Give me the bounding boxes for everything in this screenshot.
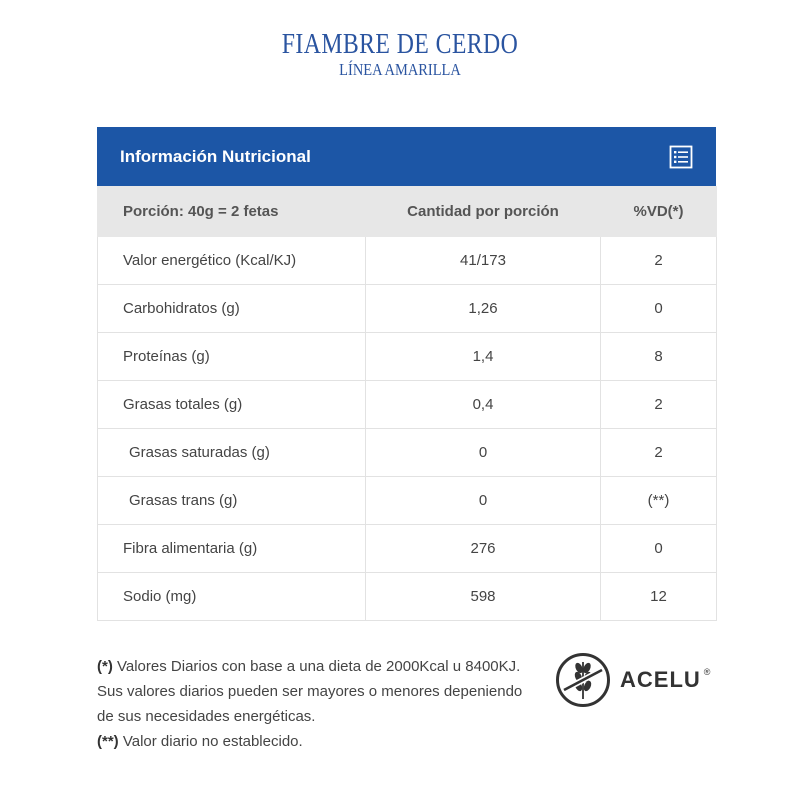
- table-row: [98, 477, 717, 525]
- row-label: Fibra alimentaria (g): [98, 525, 366, 573]
- row-amount: 276: [366, 525, 601, 573]
- row-label: Sodio (mg): [98, 573, 366, 621]
- row-label: Grasas totales (g): [98, 381, 366, 429]
- registered-mark: ®: [703, 667, 711, 677]
- row-vd: (**): [601, 477, 717, 525]
- row-vd: 0: [601, 525, 717, 573]
- table-header: [97, 127, 716, 186]
- table-header-title: Información Nutricional: [120, 146, 311, 166]
- gluten-free-wheat-icon: [555, 652, 611, 708]
- acelu-certification: [555, 652, 710, 708]
- table-row: [98, 525, 717, 573]
- row-vd: 2: [601, 429, 717, 477]
- table-row: [98, 237, 717, 285]
- table-row: [98, 285, 717, 333]
- acelu-label: ACELU: [620, 667, 701, 692]
- column-header-portion: Porción: 40g = 2 fetas: [98, 187, 366, 237]
- row-vd: 0: [601, 285, 717, 333]
- table-row: [98, 573, 717, 621]
- column-header-amount: Cantidad por porción: [366, 187, 601, 237]
- table-row: [98, 333, 717, 381]
- row-label: Grasas saturadas (g): [98, 429, 366, 477]
- nutrition-table: [97, 127, 716, 621]
- row-amount: 598: [366, 573, 601, 621]
- footnote-text: Valores Diarios con base a una dieta de 2000Kcal u 8400KJ. Sus valores diarios pueden ser mayores o menores depeniendo de sus necesidades energéticas.: [97, 658, 523, 725]
- footnote-not-established: [97, 729, 527, 754]
- table-row: [98, 429, 717, 477]
- footnote-text: Valor diario no establecido.: [118, 733, 303, 750]
- row-label: Valor energético (Kcal/KJ): [98, 237, 366, 285]
- footnote-mark: (*): [97, 658, 113, 675]
- row-label: Proteínas (g): [98, 333, 366, 381]
- footnote-daily-values: [97, 654, 527, 729]
- row-amount: 1,26: [366, 285, 601, 333]
- row-amount: 0,4: [366, 381, 601, 429]
- row-amount: 1,4: [366, 333, 601, 381]
- nutrition-grid: [97, 186, 717, 621]
- footnotes: [97, 654, 527, 754]
- row-vd: 2: [601, 237, 717, 285]
- title-block: [0, 28, 800, 80]
- product-subtitle: LÍNEA AMARILLA: [339, 60, 461, 79]
- footnote-mark: (**): [97, 733, 119, 750]
- row-vd: 8: [601, 333, 717, 381]
- list-icon: [669, 145, 693, 169]
- row-label: Carbohidratos (g): [98, 285, 366, 333]
- table-row: [98, 381, 717, 429]
- row-label: Grasas trans (g): [98, 477, 366, 525]
- row-vd: 12: [601, 573, 717, 621]
- column-header-vd: %VD(*): [601, 187, 717, 237]
- row-amount: 0: [366, 429, 601, 477]
- row-amount: 0: [366, 477, 601, 525]
- row-amount: 41/173: [366, 237, 601, 285]
- row-vd: 2: [601, 381, 717, 429]
- column-header-row: [98, 187, 717, 237]
- product-title: FIAMBRE DE CERDO: [281, 28, 519, 60]
